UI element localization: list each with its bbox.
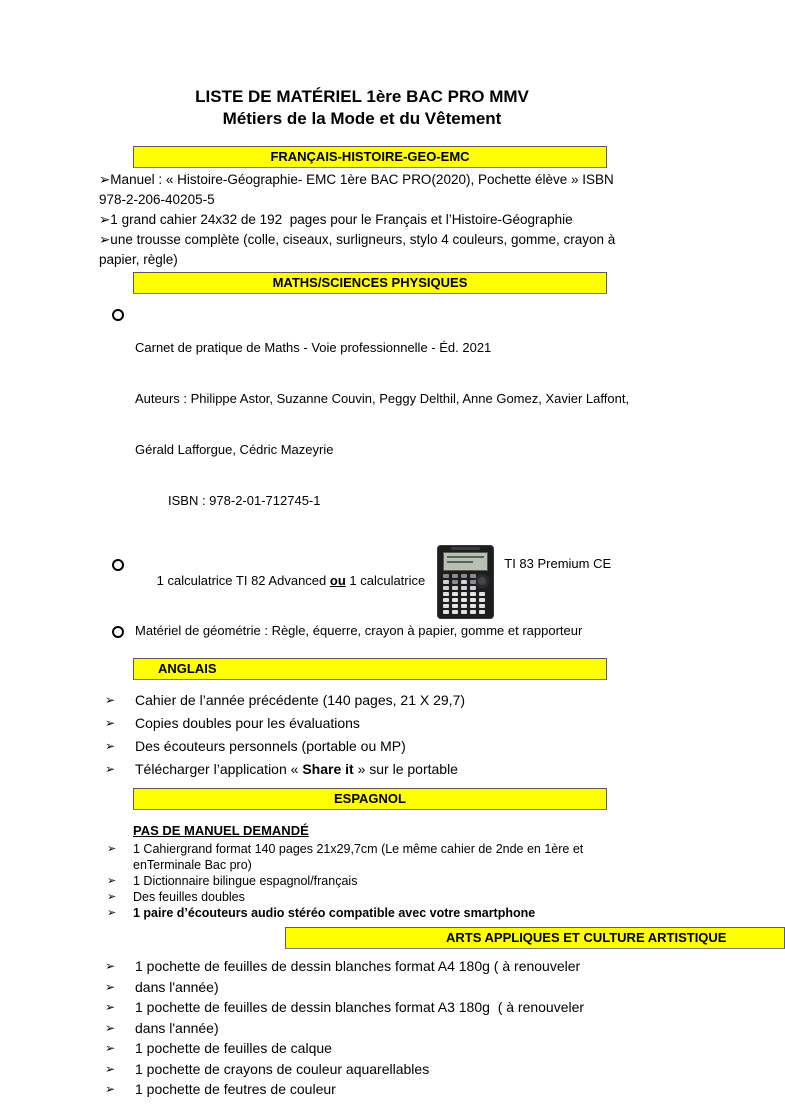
section-header-arts: ARTS APPLIQUES ET CULTURE ARTISTIQUE <box>285 927 785 949</box>
calculatrice-right-label: TI 83 Premium CE <box>504 556 612 571</box>
arrow-bullet-icon: ➢ <box>105 1041 116 1055</box>
calculatrice-middle: 1 calculatrice <box>345 573 426 588</box>
calculator-screen <box>443 552 488 571</box>
item-line: enTerminale Bac pro) <box>133 858 252 872</box>
arrow-bullet-icon: ➢ <box>105 1000 116 1014</box>
list-item <box>105 712 724 735</box>
carnet-line: Gérald Lafforgue, Cédric Mazeyrie <box>135 442 334 457</box>
section-header-anglais: ANGLAIS <box>133 658 607 680</box>
arrow-bullet-icon: ➢ <box>105 959 116 973</box>
carnet-line: Auteurs : Philippe Astor, Suzanne Couvin, Peggy Delthil, Anne Gomez, Xavier Laffont, <box>135 391 630 406</box>
circle-bullet-icon <box>112 626 124 638</box>
section-header-maths: MATHS/SCIENCES PHYSIQUES <box>133 272 607 294</box>
list-item <box>112 305 724 543</box>
list-item <box>107 873 724 889</box>
francais-items <box>99 170 724 270</box>
item-text-suffix: » sur le portable <box>353 761 458 777</box>
arrow-bullet-icon: ➢ <box>105 979 116 994</box>
title-line-2: Métiers de la Mode et du Vêtement <box>222 109 502 128</box>
list-item <box>105 758 724 781</box>
item-text: 1 pochette de feutres de couleur <box>135 1081 336 1097</box>
section-header-francais: FRANÇAIS-HISTOIRE-GEO-EMC <box>133 146 607 168</box>
item-text: 1 Dictionnaire bilingue espagnol/français <box>133 874 358 888</box>
item-text-bold: Share it <box>302 761 354 777</box>
list-item: ➢1 grand cahier 24x32 de 192 pages pour le Français et l’Histoire-Géographie <box>99 212 573 227</box>
carnet-isbn-line: ISBN : 978-2-01-712745-1 <box>168 493 321 508</box>
item-text: 1 pochette de feuilles de dessin blanches format A4 180g ( à renouveler <box>135 958 581 974</box>
circle-bullet-icon <box>112 309 124 321</box>
calculator-keys-lower <box>443 592 488 614</box>
carnet-line: Carnet de pratique de Maths - Voie professionnelle - Éd. 2021 <box>135 340 492 355</box>
circle-bullet-icon <box>112 559 124 571</box>
item-text-prefix: Télécharger l’application « <box>135 761 303 777</box>
arrow-bullet-icon: ➢ <box>107 843 117 855</box>
list-item <box>107 905 724 921</box>
list-item <box>105 997 724 1018</box>
list-item: 978-2-206-40205-5 <box>99 192 215 207</box>
item-text <box>133 841 583 873</box>
list-item <box>112 622 724 639</box>
list-item <box>105 735 724 758</box>
item-text: 1 pochette de feuilles de calque <box>135 1040 332 1056</box>
or-word: ou <box>329 573 346 588</box>
item-text: dans l'année) <box>135 1019 219 1036</box>
arrow-bullet-icon: ➢ <box>107 875 117 887</box>
list-item: ➢Manuel : « Histoire-Géographie- EMC 1ère BAC PRO(2020), Pochette élève » ISBN <box>99 172 614 187</box>
calculator-keys <box>443 574 475 590</box>
arrow-bullet-icon: ➢ <box>107 891 117 903</box>
list-item <box>105 1079 724 1100</box>
item-text: 1 paire d’écouteurs audio stéréo compatible avec votre smartphone <box>133 906 536 920</box>
list-item: papier, règle) <box>99 252 178 267</box>
item-text: 1 pochette de crayons de couleur aquarellables <box>135 1060 430 1077</box>
list-item <box>105 977 724 998</box>
item-line: 1 Cahiergrand format 140 pages 21x29,7cm (Le même cahier de 2nde en 1ère et <box>133 842 584 856</box>
list-item <box>105 956 724 977</box>
title-line-1: LISTE DE MATÉRIEL 1ère BAC PRO MMV <box>195 87 529 106</box>
list-item <box>105 689 724 712</box>
no-manual-note: PAS DE MANUEL DEMANDÉ <box>133 823 309 838</box>
arrow-bullet-icon: ➢ <box>107 907 117 919</box>
item-text: 1 pochette de feuilles de dessin blanches format A3 180g ( à renouveler <box>135 999 585 1015</box>
list-item <box>105 1018 724 1039</box>
list-item <box>105 1038 724 1059</box>
section-header-espagnol: ESPAGNOL <box>133 788 607 810</box>
calculator-dpad <box>475 574 489 588</box>
item-text: Copies doubles pour les évaluations <box>135 715 360 731</box>
document-title <box>0 86 724 130</box>
arrow-bullet-icon: ➢ <box>105 1020 116 1035</box>
list-item <box>107 889 724 905</box>
item-text: Des feuilles doubles <box>133 890 245 904</box>
maths-carnet-text <box>135 305 629 543</box>
geometrie-text: Matériel de géométrie : Règle, équerre, crayon à papier, gomme et rapporteur <box>135 623 583 638</box>
arrow-bullet-icon: ➢ <box>105 762 116 776</box>
arrow-bullet-icon: ➢ <box>105 739 116 753</box>
list-item <box>105 1059 724 1080</box>
document-page <box>0 86 727 1110</box>
list-item <box>112 545 724 619</box>
arrow-bullet-icon: ➢ <box>105 1061 116 1076</box>
espagnol-items <box>0 841 724 921</box>
calculatrice-text <box>135 555 425 606</box>
list-item: ➢une trousse complète (colle, ciseaux, surligneurs, stylo 4 couleurs, gomme, crayon à <box>99 232 616 247</box>
arts-items <box>0 956 724 1100</box>
arrow-bullet-icon: ➢ <box>105 693 116 707</box>
item-text: dans l'année) <box>135 978 219 995</box>
ti-calculator-image <box>437 545 494 619</box>
calculator-brand-strip <box>451 547 480 550</box>
calculatrice-prefix: 1 calculatrice TI 82 Advanced <box>156 573 330 588</box>
item-text: Cahier de l’année précédente (140 pages, 21 X 29,7) <box>135 692 466 708</box>
list-item <box>107 841 724 873</box>
arrow-bullet-icon: ➢ <box>105 1082 116 1096</box>
anglais-items <box>0 689 724 781</box>
arrow-bullet-icon: ➢ <box>105 716 116 730</box>
item-text: Des écouteurs personnels (portable ou MP) <box>135 738 406 754</box>
